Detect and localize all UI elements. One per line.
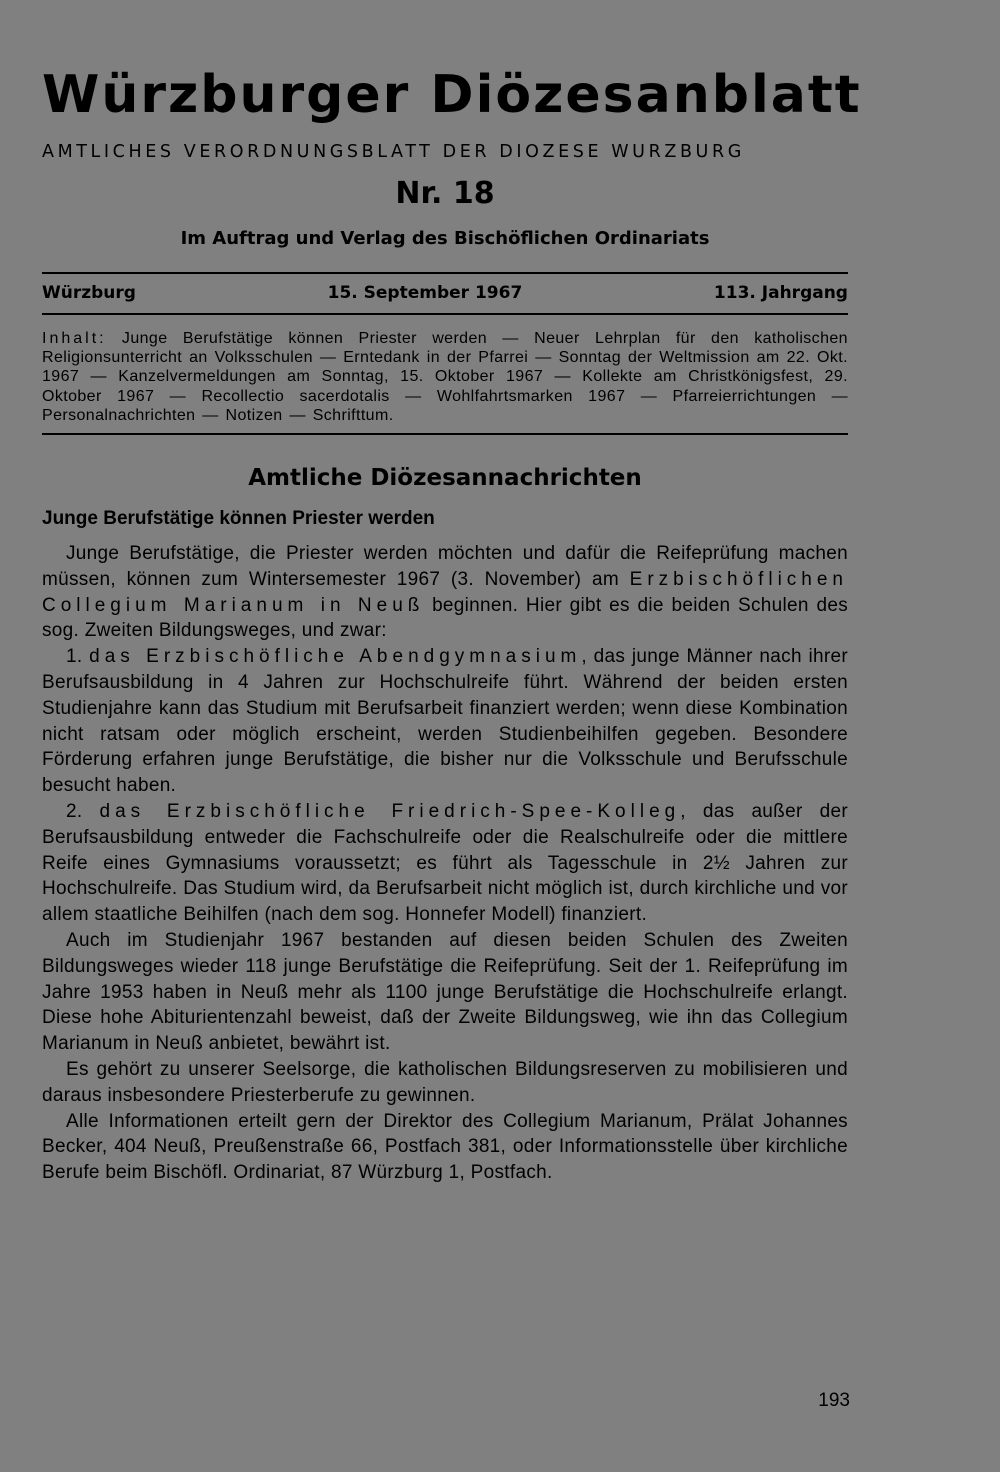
paragraph-intro: Junge Berufstätige, die Priester werden möchten und dafür die Reifeprüfung machen müssen, können zum Wintersemester 1967 (3. November) am Erzbischöflichen Collegium Marianum in Neuß beginnen. Hier gibt es die beiden Schulen des sog. Zweiten Bildungsweges, und zwar: [42,543,848,642]
dateline [42,274,848,313]
emphasis-spaced: Erzbischöflichen Collegium Marianum in Neuß [42,568,848,616]
masthead-title: Würzburger Diözesanblatt [42,65,862,125]
paragraph-results: Auch im Studienjahr 1967 bestanden auf diesen beiden Schulen des Zweiten Bildungsweges wieder 118 junge Berufstätige die Reifeprüfung. Seit der 1. Reifeprüfung im Jahre 1953 haben in Neuß mehr als 1100 junge Berufstätige die Hochschulreife erlangt. Diese hohe Abiturientenzahl beweist, daß der Zweite Bildungsweg, wie ihn das Collegium Marianum in Neuß anbietet, bewährt ist. [42,929,848,1055]
section-title: Amtliche Diözesannachrichten [248,465,642,492]
paragraph-pastoral: Es gehört zu unserer Seelsorge, die katholischen Bildungsreserven zu mobilisieren und daraus insbesondere Priesterberufe zu gewinnen. [42,1058,848,1106]
emphasis-spaced: das Erzbischöfliche Friedrich-Spee-Kolleg [99,800,681,822]
dateline-volume: 113. Jahrgang [713,283,848,303]
document-page [42,60,862,1186]
paragraph-contact: Alle Informationen erteilt gern der Direktor des Collegium Marianum, Prälat Johannes Becker, 404 Neuß, Preußenstraße 66, Postfach 381, oder Informationsstelle über kirchliche Berufe beim Bischöfl. Ordinariat, 87 Würzburg 1, Postfach. [42,1110,848,1184]
contents-rule [42,433,848,435]
contents-text: Junge Berufstätige können Priester werden — Neuer Lehrplan für den katholischen Religionsunterricht an Volksschulen — Erntedank in der Pfarrei — Sonntag der Weltmission am 22. Okt. 1967 — Kanzelvermeldungen am Sonntag, 15. Oktober 1967 — Kollekte am Christkönigsfest, 29. Oktober 1967 — Recollectio sacerdotalis — Wohlfahrtsmarken 1967 — Pfarreierrichtungen — Personalnachrichten — Notizen — Schrifttum. [42,330,848,424]
emphasis-spaced: das Erzbischöfliche Abendgymnasium [89,646,582,668]
masthead-subtitle: AMTLICHES VERORDNUNGSBLATT DER DIOZESE WURZBURG [42,142,745,162]
dateline-rule [42,313,848,315]
paragraph-item-1: 1. das Erzbischöfliche Abendgymnasium, das junge Männer nach ihrer Berufsausbildung in 4 Jahren zur Hochschulreife führt. Während der beiden ersten Studienjahre kann das Studium mit Berufsarbeit finanziert werden; wenn diese Kombination nicht ratsam oder möglich erscheint, werden Studienbeihilfen gegeben. Besondere Förderung erfahren junge Berufstätige, die bisher nur die Volksschule und Berufsschule besucht haben. [42,646,848,797]
article-body [42,541,848,1186]
table-of-contents [42,329,848,425]
paragraph-item-2: 2. das Erzbischöfliche Friedrich-Spee-Kolleg, das außer der Berufsausbildung entweder die Fachschulreife oder die Realschulreife oder die mittlere Reife eines Gymnasiums voraussetzt; es führt als Tagesschule in 2½ Jahren zur Hochschulreife. Das Studium wird, da Berufsarbeit nicht möglich ist, durch kirchliche und vor allem staatliche Beihilfen (nach dem sog. Honnefer Modell) finanziert. [42,800,848,926]
publisher-line: Im Auftrag und Verlag des Bischöflichen Ordinariats [180,228,710,249]
article-title: Junge Berufstätige können Priester werden [42,508,435,530]
contents-lead: Inhalt: [42,330,107,347]
dateline-date: 15. September 1967 [327,283,523,303]
issue-number: Nr. 18 [395,176,495,211]
dateline-place: Würzburg [42,283,136,303]
page-number: 193 [818,1390,850,1411]
